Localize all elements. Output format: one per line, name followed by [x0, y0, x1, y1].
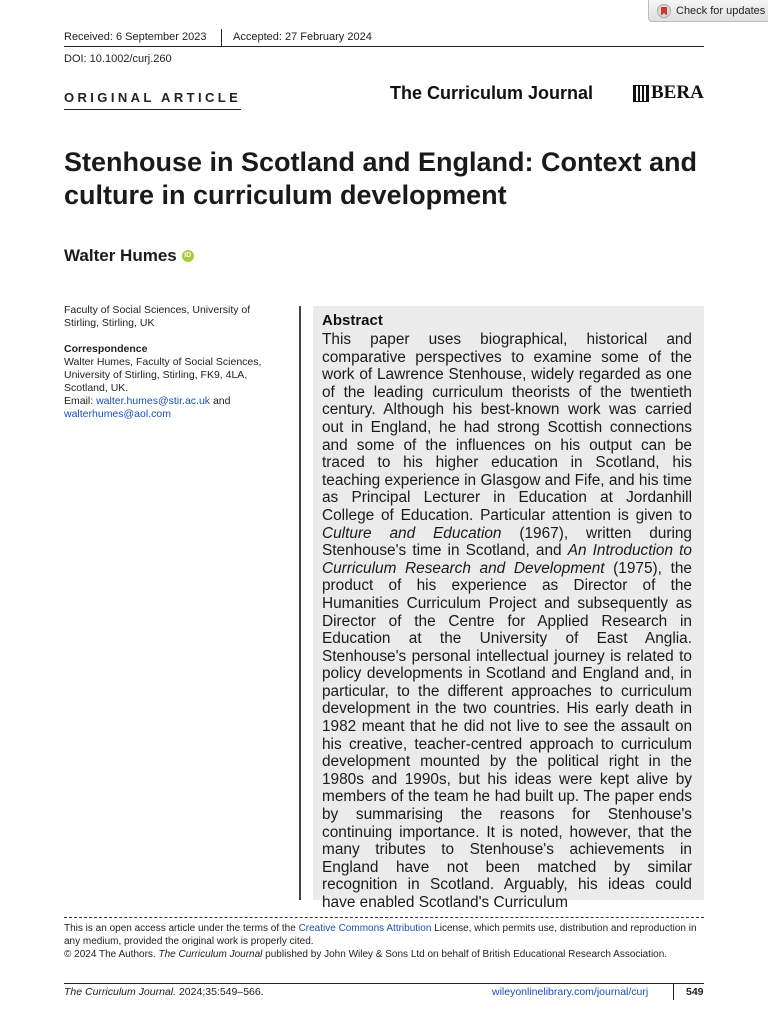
- bottom-rule: [64, 983, 704, 984]
- correspondence-address: Walter Humes, Faculty of Social Sciences, University of Stirling, Stirling, FK9, 4LA, Scotland, UK.: [64, 356, 262, 394]
- copyright-post: published by John Wiley & Sons Ltd on behalf of British Educational Research Association.: [262, 949, 668, 960]
- license-notice: [64, 922, 704, 961]
- page-divider: [673, 984, 674, 1000]
- page-number: 549: [686, 986, 704, 998]
- creative-commons-link[interactable]: Creative Commons Attribution: [298, 923, 432, 934]
- meta-divider: [221, 29, 222, 46]
- email-link-stir[interactable]: walter.humes@stir.ac.uk: [96, 395, 211, 407]
- license-text-post: License, which permits use, distribution and reproduction in any medium, provided the original work is properly cited.: [64, 923, 697, 947]
- citation-details: 2024;35:549–566.: [176, 986, 264, 998]
- email-and: and: [210, 395, 231, 407]
- abstract-body: [322, 331, 692, 912]
- license-text-pre: This is an open access article under the terms of the: [64, 923, 299, 934]
- abstract-text-2: (1967), written during Stenhouse's time in Scotland, and: [322, 524, 692, 560]
- email-label: Email:: [64, 395, 97, 407]
- email-link-aol[interactable]: walterhumes@aol.com: [64, 408, 171, 420]
- author-name: Walter Humes: [64, 246, 177, 265]
- affiliation: Faculty of Social Sciences, University of Stirling, Stirling, UK: [64, 304, 251, 329]
- citation-journal: The Curriculum Journal.: [64, 986, 177, 998]
- header-rule: [64, 46, 704, 47]
- footer-dotted-rule: [64, 917, 704, 918]
- abstract-heading: Abstract: [322, 312, 383, 329]
- abstract-italic-introduction: An Introduction to Curriculum Research and Development: [322, 542, 692, 577]
- section-label: ORIGINAL ARTICLE: [64, 90, 241, 110]
- check-for-updates-label: Check for updates: [676, 4, 766, 17]
- orcid-icon[interactable]: iD: [182, 250, 194, 262]
- citation: [64, 986, 264, 998]
- journal-url-link[interactable]: wileyonlinelibrary.com/journal/curj: [492, 986, 649, 998]
- journal-name: The Curriculum Journal: [390, 83, 594, 103]
- column-divider: [299, 306, 301, 900]
- author-line: [64, 246, 194, 266]
- copyright-journal: The Curriculum Journal: [158, 949, 263, 960]
- bera-logo-text: BERA: [651, 82, 704, 103]
- bera-logo: [633, 82, 704, 104]
- check-for-updates-button[interactable]: [648, 0, 768, 22]
- article-title: Stenhouse in Scotland and England: Context and culture in curriculum development: [64, 147, 698, 210]
- abstract-italic-culture-education: Culture and Education: [322, 524, 502, 542]
- bera-crest-icon: [633, 85, 649, 102]
- correspondence-label: Correspondence: [64, 343, 148, 355]
- correspondence-block: [64, 343, 286, 421]
- doi: DOI: 10.1002/curj.260: [64, 53, 172, 65]
- abstract-text-3: (1975), the product of his experience as Director of the Humanities Curriculum Project and subsequently as Director of the Centre for Applied Research in Education at the University of East Anglia. Stenhouse's personal intellectual journey is related to policy developments in Scotland and England and, in particular, to the different approaches to curriculum development in the two countries. His early death in 1982 meant that he did not live to see the assault on his creative, teacher-centred approach to curriculum development mounted by the political right in the 1980s and 1990s, but his ideas were kept alive by members of the team he had built up. The paper ends by summarising the reasons for Stenhouse's continuing importance. It is noted, however, that the many tributes to Stenhouse's achievements in England have not been matched by similar recognition in Scotland. Arguably, his ideas could have enabled Scotland's Curriculum: [322, 559, 692, 911]
- accepted-date: Accepted: 27 February 2024: [233, 31, 372, 43]
- copyright-pre: © 2024 The Authors.: [64, 949, 159, 960]
- received-date: Received: 6 September 2023: [64, 31, 207, 43]
- bookmark-icon: [657, 4, 671, 18]
- abstract-text-1: This paper uses biographical, historical and comparative perspectives to examine some of the work of Lawrence Stenhouse, widely regarded as one of the leading curriculum theorists of the twentieth century. Although his best-known work was carried out in England, he had strong Scottish connections and some of the influences on his output can be traced to his higher education in Scotland, his teaching experience in Glasgow and Fife, and his time as Principal Lecturer in Education at Jordanhill College of Education. Particular attention is given to: [322, 331, 692, 524]
